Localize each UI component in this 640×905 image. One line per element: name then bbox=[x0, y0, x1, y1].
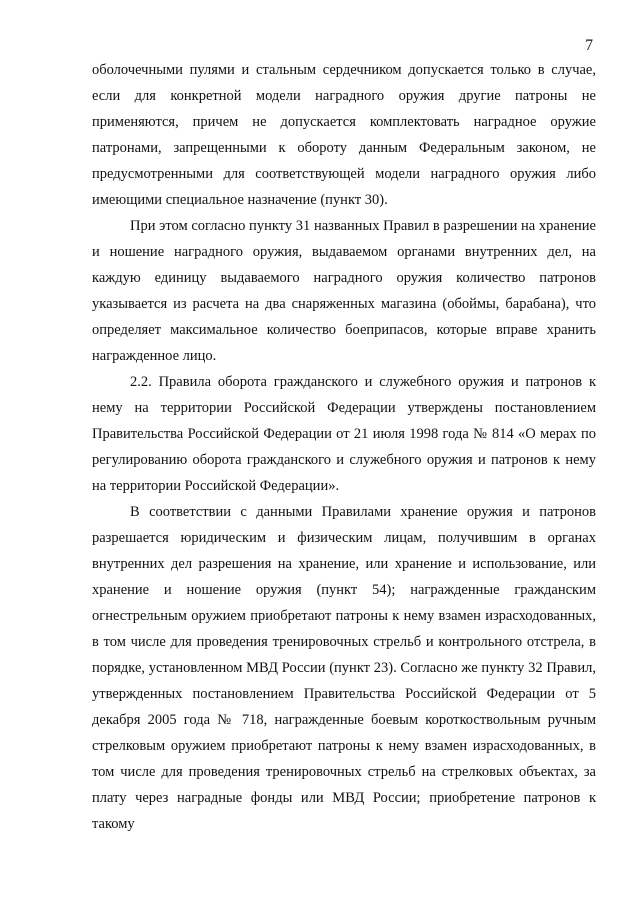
paragraph-3: 2.2. Правила оборота гражданского и служебного оружия и патронов к нему на территории Российской Федерации утверждены постановлением Правительства Российской Федерации от 21 июля 1998 года № 814 «О мерах по регулированию оборота гражданского и служебного оружия и патронов к нему на территории Российской Федерации». bbox=[92, 374, 596, 494]
document-body bbox=[92, 57, 596, 837]
paragraph-1: оболочечными пулями и стальным сердечником допускается только в случае, если для конкретной модели наградного оружия другие патроны не применяются, причем не допускается комплектовать наградное оружие патронами, запрещенными к обороту данным Федеральным законом, не предусмотренными для соответствующей модели наградного оружия либо имеющими специальное назначение (пункт 30). bbox=[92, 62, 596, 208]
paragraph-4: В соответствии с данными Правилами хранение оружия и патронов разрешается юридическим и физическим лицам, получившим в органах внутренних дел разрешения на хранение, или хранение и использование, или хранение и ношение оружия (пункт 54); награжденные гражданским огнестрельным оружием приобретают патроны к нему взамен израсходованных, в том числе для проведения тренировочных стрельб и контрольного отстрела, в порядке, установленном МВД России (пункт 23). Согласно же пункту 32 Правил, утвержденных постановлением Правительства Российской Федерации от 5 декабря 2005 года № 718, награжденные боевым короткоствольным ручным стрелковым оружием приобретают патроны к нему взамен израсходованных, в том числе для проведения тренировочных стрельб на стрелковых объектах, за плату через наградные фонды или МВД России; приобретение патронов к такому bbox=[92, 504, 596, 832]
page-number: 7 bbox=[585, 37, 593, 54]
paragraph-2: При этом согласно пункту 31 названных Правил в разрешении на хранение и ношение наградного оружия, выдаваемом органами внутренних дел, на каждую единицу выдаваемого наградного оружия количество патронов указывается из расчета на два снаряженных магазина (обоймы, барабана), что определяет максимальное количество боеприпасов, которые вправе хранить награжденное лицо. bbox=[92, 218, 596, 364]
